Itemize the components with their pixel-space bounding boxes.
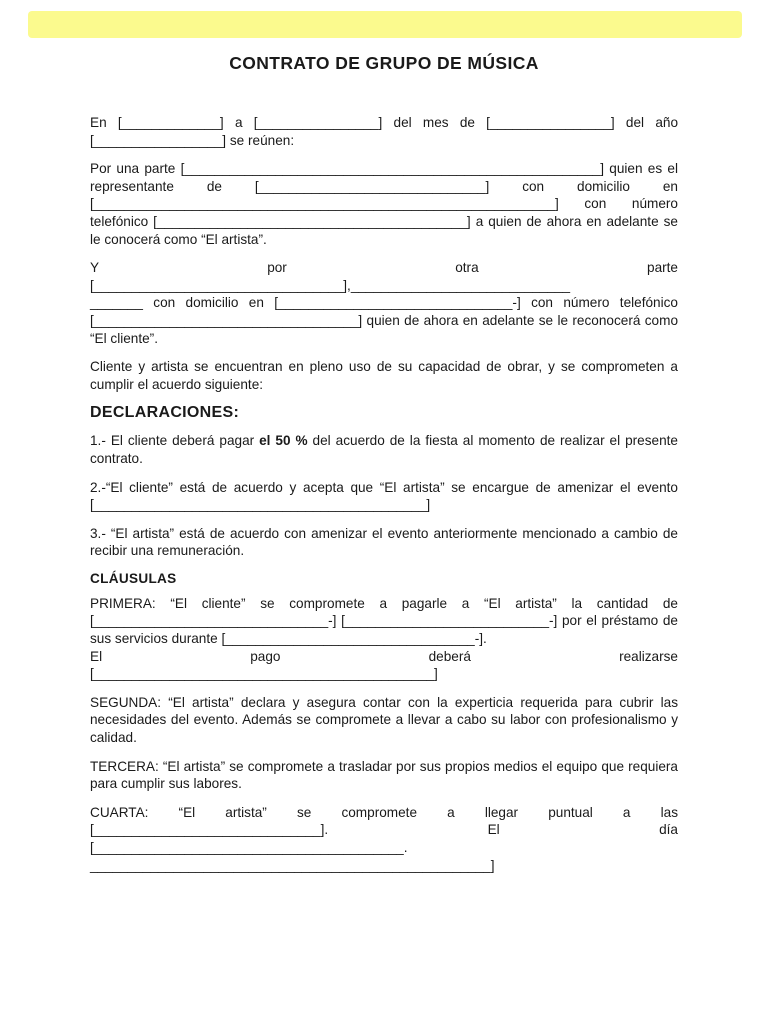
declarations-heading: DECLARACIONES: — [90, 404, 240, 422]
declaration-2: 2.-“El cliente” está de acuerdo y acepta que “El artista” se encargue de amenizar el evento [____________________________________________] — [90, 479, 678, 513]
capacity-paragraph: Cliente y artista se encuentran en pleno uso de su capacidad de obrar, y se comprometen a cumplir el acuerdo siguiente: — [90, 359, 678, 392]
document-body — [90, 114, 678, 885]
clause-cuarta-line-2: [______________________________]. El día — [90, 822, 678, 838]
clause-primera — [90, 595, 678, 683]
top-banner — [28, 11, 742, 38]
clause-cuarta-line-1: CUARTA: “El artista” se compromete a llegar puntual a las — [90, 804, 678, 820]
declaration-1 — [90, 432, 678, 467]
party-two-paragraph — [90, 259, 678, 347]
clause-tercera: TERCERA: “El artista” se compromete a trasladar por sus propios medios el equipo que requiera para cumplir sus labores. — [90, 758, 678, 792]
declaration-3: 3.- “El artista” está de acuerdo con amenizar el evento anteriormente mencionado a cambio de recibir una remuneración. — [90, 525, 678, 559]
page-title: CONTRATO DE GRUPO DE MÚSICA — [229, 53, 539, 73]
clause-primera-line-4: El pago deberá realizarse — [90, 648, 678, 664]
clause-cuarta-line-4: _____________________________________________________] — [90, 857, 495, 873]
party-two-rest: _______ con domicilio en [_______________________________-] con número telefónico [___________________________________] quien de ahora en adelante se le reconocerá como “El cliente”. — [90, 295, 678, 346]
declaration-1-end: del acuerdo de la fiesta al momento de realizar el presente contrato. — [90, 433, 678, 466]
clauses-heading: CLÁUSULAS — [90, 570, 177, 586]
clause-segunda: SEGUNDA: “El artista” declara y asegura contar con la experticia requerida para cubrir las necesidades del evento. Además se compromete a llevar a cabo su labor con profesionalismo y calidad. — [90, 694, 678, 746]
clause-cuarta-line-3: [_________________________________________. — [90, 840, 408, 855]
party-one-paragraph: Por una parte [_______________________________________________________] quien es el representante de [______________________________] con domicilio en [_____________________________________________________________] con número telefónico [_________________________________________] a quien de ahora en adelante se le conocerá como “El artista”. — [90, 161, 678, 247]
intro-paragraph: En [_____________] a [________________] del mes de [________________] del año [_________________] se reúnen: — [90, 115, 678, 148]
declaration-1-start: 1.- El cliente deberá pagar — [90, 433, 260, 449]
clause-cuarta — [90, 804, 678, 874]
declaration-1-percentage: el 50 % — [259, 433, 308, 449]
party-two-line-1: Y por otra parte — [90, 260, 678, 276]
clause-primera-line-5: [_____________________________________________] — [90, 666, 438, 682]
clause-primera-text: PRIMERA: “El cliente” se compromete a pagarle a “El artista” la cantidad de [_______________________________-] [___________________________-] por el préstamo de sus servicios durante [_________________________________-]. — [90, 595, 678, 647]
party-two-line-2: [_________________________________],_____________________________ — [90, 277, 571, 293]
